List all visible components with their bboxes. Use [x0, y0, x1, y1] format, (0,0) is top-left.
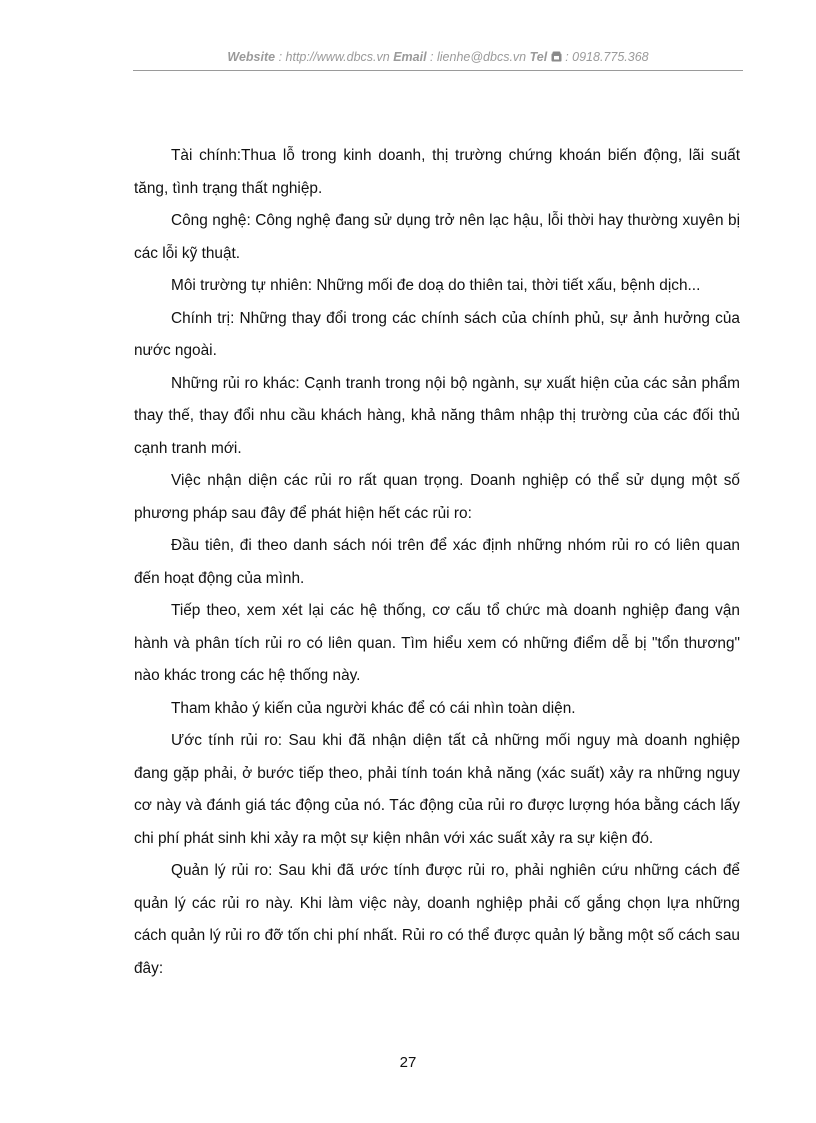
email-label: Email	[393, 50, 427, 64]
paragraph: Tài chính:Thua lỗ trong kinh doanh, thị trường chứng khoán biến động, lãi suất tăng, tình trạng thất nghiệp.	[134, 147, 740, 197]
document-body	[134, 140, 740, 985]
paragraph: Tham khảo ý kiến của người khác để có cái nhìn toàn diện.	[171, 699, 576, 717]
website-url[interactable]: http://www.dbcs.vn	[285, 50, 390, 64]
page-number: 27	[399, 1054, 417, 1071]
paragraph: Quản lý rủi ro: Sau khi đã ước tính được rủi ro, phải nghiên cứu những cách để quản lý các rủi ro này. Khi làm việc này, doanh nghiệp phải cố gắng chọn lựa những cách quản lý rủi ro đỡ tốn chi phí nhất. Rủi ro có thể được quản lý bằng một số cách sau đây:	[134, 862, 740, 977]
paragraph: Đầu tiên, đi theo danh sách nói trên để xác định những nhóm rủi ro có liên quan đến hoạt động của mình.	[134, 537, 740, 587]
email-value[interactable]: lienhe@dbcs.vn	[437, 50, 527, 64]
paragraph: Việc nhận diện các rủi ro rất quan trọng. Doanh nghiệp có thể sử dụng một số phương pháp sau đây để phát hiện hết các rủi ro:	[134, 472, 740, 522]
paragraph: Môi trường tự nhiên: Những mối đe doạ do thiên tai, thời tiết xấu, bệnh dịch...	[171, 277, 701, 294]
tel-value: 0918.775.368	[572, 50, 649, 64]
paragraph: Những rủi ro khác: Cạnh tranh trong nội bộ ngành, sự xuất hiện của các sản phẩm thay thế, thay đổi nhu cầu khách hàng, khả năng thâm nhập thị trường của các đối thủ cạnh tranh mới.	[134, 374, 740, 457]
paragraph: Chính trị: Những thay đổi trong các chính sách của chính phủ, sự ảnh hưởng của nước ngoài.	[134, 309, 740, 359]
header-divider	[133, 70, 743, 71]
page-header: Website : http://www.dbcs.vn Email : lienhe@dbcs.vn Tel : 0918.775.368	[227, 50, 649, 64]
website-label: Website	[227, 50, 276, 64]
tel-label: Tel	[529, 50, 548, 64]
paragraph: Ước tính rủi ro: Sau khi đã nhận diện tất cả những mối nguy mà doanh nghiệp đang gặp phải, ở bước tiếp theo, phải tính toán khả năng (xác suất) xảy ra những nguy cơ này và đánh giá tác động của nó. Tác động của rủi ro được lượng hóa bằng cách lấy chi phí phát sinh khi xảy ra một sự kiện nhân với xác suất xảy ra sự kiện đó.	[134, 732, 740, 847]
paragraph: Tiếp theo, xem xét lại các hệ thống, cơ cấu tổ chức mà doanh nghiệp đang vận hành và phân tích rủi ro có liên quan. Tìm hiểu xem có những điểm dễ bị "tổn thương" nào khác trong các hệ thống này.	[134, 602, 740, 684]
phone-icon	[551, 51, 562, 62]
paragraph: Công nghệ: Công nghệ đang sử dụng trở nên lạc hậu, lỗi thời hay thường xuyên bị các lỗi kỹ thuật.	[134, 212, 740, 262]
